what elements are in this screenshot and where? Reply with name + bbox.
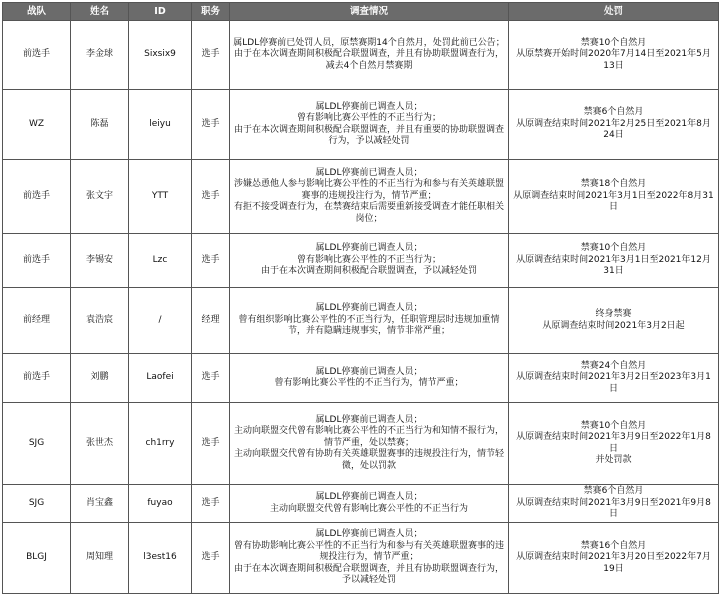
cell-role: 选手 xyxy=(192,21,230,90)
investigation-line: 主动向联盟交代曾有影响比赛公平性的不正当行为 xyxy=(269,503,468,514)
penalty-line: 从原调查结束时间2021年3月1日至2022年8月31日 xyxy=(513,190,714,213)
investigation-line: 曾有协助影响比赛公平性的不正当行为和参与有关英雄联盟赛事的违规投注行为，情节严重； xyxy=(233,540,504,563)
investigation-line: 由于在本次调查期间积极配合联盟调查，予以减轻处罚 xyxy=(260,266,477,277)
penalty-line: 禁赛6个自然月 xyxy=(583,486,644,497)
table-row xyxy=(3,90,719,160)
investigation-line: 属LDL停赛前已调查人员； xyxy=(315,366,423,377)
cell-name: 陈磊 xyxy=(71,90,129,160)
investigation-line: 属LDL停赛前已调查人员； xyxy=(315,492,423,502)
penalty-line: 禁赛6个自然月 xyxy=(583,107,644,118)
cell-penalty xyxy=(509,354,719,403)
cell-name: 刘鹏 xyxy=(71,354,129,403)
table-row xyxy=(3,234,719,288)
table-row xyxy=(3,21,719,90)
penalty-line: 从原调查结束时间2021年3月20日至2022年7月19日 xyxy=(516,552,711,574)
investigation-line: 属LDL停赛前已处罚人员，原禁赛期14个自然月，处罚此前已公告； xyxy=(233,37,505,48)
penalty-line: 禁赛10个自然月 xyxy=(580,243,647,254)
cell-id: l3est16 xyxy=(129,523,192,594)
header-investigation: 调查情况 xyxy=(230,3,509,21)
penalty-line: 禁赛16个自然月 xyxy=(580,540,647,551)
header-team: 战队 xyxy=(3,3,71,21)
cell-penalty xyxy=(509,160,719,234)
cell-penalty xyxy=(509,288,719,354)
table-row xyxy=(3,485,719,523)
table-row xyxy=(3,160,719,234)
table-header-row xyxy=(3,3,719,21)
cell-team: 前选手 xyxy=(3,21,71,90)
cell-id: / xyxy=(129,288,192,354)
cell-name: 周知理 xyxy=(71,523,129,594)
investigation-line: 由于在本次调查期间积极配合联盟调查，并且有协助联盟调查行为，予以减轻处罚 xyxy=(233,563,504,586)
investigation-line: 曾有组织影响比赛公平性的不正当行为，任职管理层时违规加重情节，并有隐瞒违规事实，情节非常严重； xyxy=(238,314,500,337)
investigation-line: 主动向联盟交代曾有影响比赛公平性的不正当行为和知情不报行为，情节严重，处以禁赛； xyxy=(233,426,504,448)
cell-id: YTT xyxy=(129,160,192,234)
cell-name: 肖宝鑫 xyxy=(71,485,129,523)
cell-investigation xyxy=(230,288,509,354)
cell-name: 张文宇 xyxy=(71,160,129,234)
investigation-line: 曾有影响比赛公平性的不正当行为； xyxy=(296,254,441,265)
investigation-line: 曾有影响比赛公平性的不正当行为； xyxy=(296,113,441,123)
cell-team: BLGJ xyxy=(3,523,71,594)
cell-investigation xyxy=(230,160,509,234)
cell-id: Sixsix9 xyxy=(129,21,192,90)
investigation-line: 属LDL停赛前已调查人员； xyxy=(315,243,423,254)
cell-role: 选手 xyxy=(192,160,230,234)
cell-name: 张世杰 xyxy=(71,403,129,485)
penalty-line: 从原调查结束时间2021年3月2日至2023年3月1日 xyxy=(516,372,711,394)
table-row xyxy=(3,523,719,594)
penalty-line: 终身禁赛 xyxy=(595,309,632,319)
cell-role: 选手 xyxy=(192,485,230,523)
header-penalty: 处罚 xyxy=(509,3,719,21)
investigation-line: 主动向联盟交代曾有协助有关英雄联盟赛事的违规投注行为，情节轻微，处以罚款 xyxy=(233,449,504,471)
cell-penalty xyxy=(509,90,719,160)
penalty-line: 禁赛24个自然月 xyxy=(580,360,647,371)
penalty-line: 从原调查结束时间2021年2月25日至2021年8月24日 xyxy=(516,118,711,141)
cell-investigation xyxy=(230,523,509,594)
cell-id: Lzc xyxy=(129,234,192,288)
cell-investigation xyxy=(230,485,509,523)
cell-team: 前经理 xyxy=(3,288,71,354)
cell-role: 经理 xyxy=(192,288,230,354)
cell-investigation xyxy=(230,354,509,403)
header-name: 姓名 xyxy=(71,3,129,21)
table-body xyxy=(3,21,719,594)
investigation-line: 涉嫌怂恿他人参与影响比赛公平性的不正当行为和参与有关英雄联盟赛事的违规投注行为，情节严重； xyxy=(233,179,504,201)
investigation-line: 曾有影响比赛公平性的不正当行为，情节严重； xyxy=(274,378,464,388)
header-role: 职务 xyxy=(192,3,230,21)
table-row xyxy=(3,403,719,485)
cell-name: 袁浩宸 xyxy=(71,288,129,354)
investigation-line: 属LDL停赛前已调查人员； xyxy=(315,167,423,178)
header-id: ID xyxy=(129,3,192,21)
investigation-line: 由于在本次调查期间积极配合联盟调查，并且有协助联盟调查行为，减去4个自然月禁赛期 xyxy=(233,49,504,71)
cell-team: SJG xyxy=(3,403,71,485)
penalty-line: 从原调查结束时间2021年3月9日至2022年1月8日 xyxy=(516,432,711,454)
table-row xyxy=(3,288,719,354)
cell-id: fuyao xyxy=(129,485,192,523)
cell-role: 选手 xyxy=(192,234,230,288)
investigation-line: 属LDL停赛前已调查人员； xyxy=(315,303,423,314)
penalty-line: 从原调查结束时间2021年3月1日至2021年12月31日 xyxy=(516,254,711,277)
cell-id: leiyu xyxy=(129,90,192,160)
cell-name: 李金球 xyxy=(71,21,129,90)
cell-penalty xyxy=(509,234,719,288)
investigation-line: 有拒不接受调查行为，在禁赛结束后需要重新接受调查才能任职相关岗位； xyxy=(233,202,504,224)
penalty-table xyxy=(2,2,719,594)
cell-role: 选手 xyxy=(192,90,230,160)
cell-team: SJG xyxy=(3,485,71,523)
investigation-line: 属LDL停赛前已调查人员； xyxy=(315,529,423,540)
cell-penalty xyxy=(509,523,719,594)
cell-id: Laofei xyxy=(129,354,192,403)
cell-team: 前选手 xyxy=(3,234,71,288)
cell-penalty xyxy=(509,21,719,90)
penalty-line: 从原禁赛开始时间2020年7月14日至2021年5月13日 xyxy=(516,49,711,71)
cell-role: 选手 xyxy=(192,403,230,485)
penalty-line: 并处罚款 xyxy=(595,455,632,465)
cell-team: 前选手 xyxy=(3,160,71,234)
penalty-line: 从原调查结束时间2021年3月9日至2021年9月8日 xyxy=(516,497,711,520)
cell-investigation xyxy=(230,90,509,160)
investigation-line: 由于在本次调查期间积极配合联盟调查，并且有重要的协助联盟调查行为，予以减轻处罚 xyxy=(233,124,504,146)
cell-id: ch1rry xyxy=(129,403,192,485)
cell-investigation xyxy=(230,403,509,485)
cell-penalty xyxy=(509,403,719,485)
penalty-line: 从原调查结束时间2021年3月2日起 xyxy=(542,320,685,331)
cell-team: 前选手 xyxy=(3,354,71,403)
cell-role: 选手 xyxy=(192,523,230,594)
penalty-line: 禁赛10个自然月 xyxy=(580,37,647,48)
penalty-line: 禁赛18个自然月 xyxy=(580,179,647,190)
cell-team: WZ xyxy=(3,90,71,160)
cell-name: 李锡安 xyxy=(71,234,129,288)
table-row xyxy=(3,354,719,403)
cell-role: 选手 xyxy=(192,354,230,403)
cell-investigation xyxy=(230,21,509,90)
cell-investigation xyxy=(230,234,509,288)
investigation-line: 属LDL停赛前已调查人员； xyxy=(315,414,423,425)
investigation-line: 属LDL停赛前已调查人员； xyxy=(315,101,423,112)
penalty-line: 禁赛10个自然月 xyxy=(580,420,647,431)
cell-penalty xyxy=(509,485,719,523)
